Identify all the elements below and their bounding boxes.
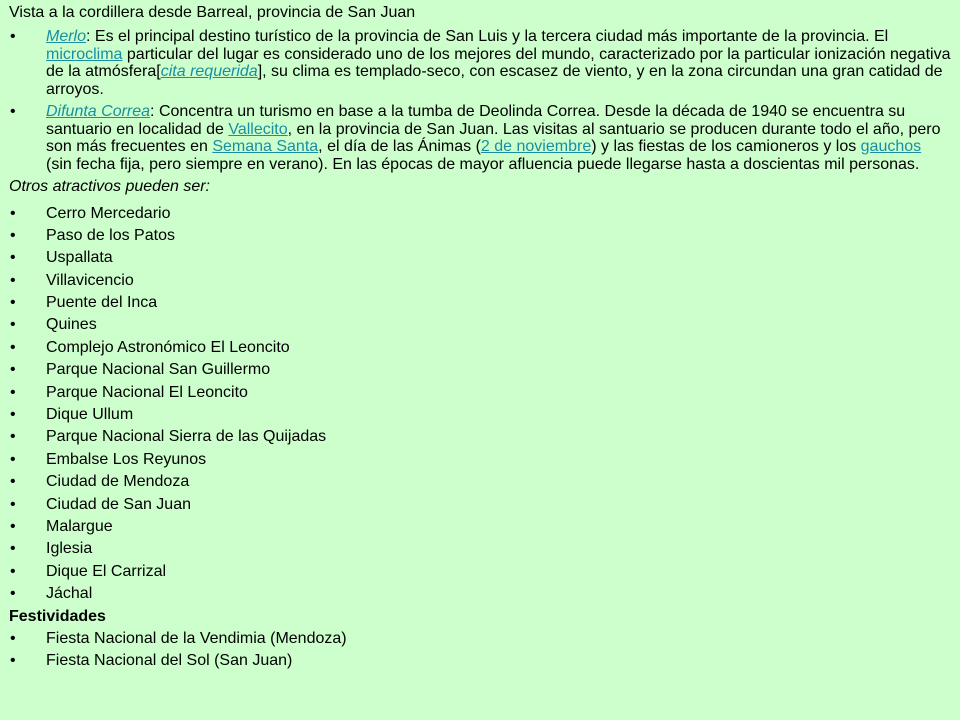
list-item-label: Uspallata xyxy=(46,249,113,267)
link-2-de-noviembre[interactable]: 2 de noviembre xyxy=(480,138,592,155)
list-item-label: Quines xyxy=(46,316,97,334)
bullet-icon: • xyxy=(10,316,16,334)
list-item xyxy=(9,652,951,674)
bullet-icon: • xyxy=(10,361,16,379)
list-item-label: Puente del Inca xyxy=(46,294,158,312)
list-item-label: Ciudad de Mendoza xyxy=(46,473,190,491)
bullet-icon: • xyxy=(10,652,16,670)
difunta-text-1: : Concentra un turismo en base a la tumba de Deolinda Correa. Desde la década de 1940 se encuentra su santuario en localidad de xyxy=(46,103,906,138)
difunta-text-5: (sin fecha fija, pero siempre en verano). En las épocas de mayor afluencia puede llegarse hasta a doscientas mil personas. xyxy=(46,155,920,173)
list-item-label: Iglesia xyxy=(46,540,93,558)
link-cita-requerida[interactable]: cita requerida xyxy=(160,63,258,80)
bullet-icon: • xyxy=(10,204,16,222)
bullet-icon: • xyxy=(10,294,16,312)
merlo-text-2: particular del lugar es considerado uno de los mejores del mundo, caracterizado por la particular ionización negativa de la atmósfera[ xyxy=(46,45,951,80)
bullet-icon: • xyxy=(10,540,16,558)
list-item-label: Dique Ullum xyxy=(46,406,134,424)
bullet-icon: • xyxy=(10,473,16,491)
link-vallecito[interactable]: Vallecito xyxy=(228,120,288,138)
list-item xyxy=(9,205,951,227)
merlo-text-3: ], su clima es templado-seco, con escasez de viento, y en la zona circundan una gran catidad de arroyos. xyxy=(46,63,943,98)
list-item xyxy=(9,585,951,607)
otros-atractivos-label: Otros atractivos pueden ser: xyxy=(9,178,210,195)
list-item-label: Embalse Los Reyunos xyxy=(46,450,207,468)
bullet-icon: • xyxy=(10,406,16,424)
link-microclima[interactable]: microclima xyxy=(46,45,123,63)
bullet-difunta-correa xyxy=(9,103,951,173)
bullet-icon: • xyxy=(10,249,16,267)
bullet-icon: • xyxy=(10,28,16,45)
list-item-label: Complejo Astronómico El Leoncito xyxy=(46,338,290,356)
list-item-label: Parque Nacional Sierra de las Quijadas xyxy=(46,428,327,446)
list-item xyxy=(9,384,951,406)
list-item xyxy=(9,316,951,338)
list-item-label: Cerro Mercedario xyxy=(46,204,171,222)
list-item xyxy=(9,406,951,428)
list-item-label: Parque Nacional San Guillermo xyxy=(46,361,271,379)
list-item xyxy=(9,496,951,518)
difunta-text-2: , en la provincia de San Juan. Las visitas al santuario se producen durante todo el año, pero son más frecuentes en xyxy=(46,120,941,155)
main-content xyxy=(9,28,951,675)
bullet-icon: • xyxy=(10,271,16,289)
list-item xyxy=(9,518,951,540)
bullet-icon: • xyxy=(10,428,16,446)
list-item xyxy=(9,361,951,383)
bullet-icon: • xyxy=(10,495,16,513)
list-item xyxy=(9,272,951,294)
otros-atractivos-list xyxy=(9,205,951,608)
list-item-label: Ciudad de San Juan xyxy=(46,495,191,513)
difunta-text-4: ) y las fiestas de los camioneros y los xyxy=(591,138,861,155)
bullet-icon: • xyxy=(10,226,16,244)
list-item xyxy=(9,473,951,495)
list-item-label: Fiesta Nacional de la Vendimia (Mendoza) xyxy=(46,629,347,647)
list-item-label: Malargue xyxy=(46,517,113,535)
list-item xyxy=(9,339,951,361)
merlo-text-1: : Es el principal destino turístico de la provincia de San Luis y la tercera ciudad más importante de la provincia. El xyxy=(86,28,889,45)
bullet-icon: • xyxy=(10,383,16,401)
link-semana-santa[interactable]: Semana Santa xyxy=(212,138,319,155)
list-item-label: Fiesta Nacional del Sol (San Juan) xyxy=(46,652,293,670)
list-item xyxy=(9,227,951,249)
list-item-label: Paso de los Patos xyxy=(46,226,175,244)
list-item-label: Villavicencio xyxy=(46,271,134,289)
list-item-label: Jáchal xyxy=(46,585,93,603)
bullet-icon: • xyxy=(10,629,16,647)
bullet-icon: • xyxy=(10,562,16,580)
list-item xyxy=(9,428,951,450)
link-difunta-correa[interactable]: Difunta Correa xyxy=(46,103,151,120)
list-item xyxy=(9,294,951,316)
bullet-icon: • xyxy=(10,585,16,603)
festividades-list xyxy=(9,630,951,675)
bullet-icon: • xyxy=(10,338,16,356)
difunta-text-3: , el día de las Ánimas ( xyxy=(318,138,481,155)
bullet-merlo xyxy=(9,28,951,98)
list-item xyxy=(9,630,951,652)
link-gauchos[interactable]: gauchos xyxy=(860,138,922,155)
image-caption: Vista a la cordillera desde Barreal, provincia de San Juan xyxy=(9,4,416,21)
festividades-heading: Festividades xyxy=(9,607,106,625)
list-item xyxy=(9,540,951,562)
bullet-icon: • xyxy=(10,103,16,120)
list-item xyxy=(9,563,951,585)
list-item xyxy=(9,451,951,473)
list-item xyxy=(9,249,951,271)
link-merlo[interactable]: Merlo xyxy=(46,28,87,45)
list-item-label: Parque Nacional El Leoncito xyxy=(46,383,248,401)
bullet-icon: • xyxy=(10,517,16,535)
list-item-label: Dique El Carrizal xyxy=(46,562,167,580)
bullet-icon: • xyxy=(10,450,16,468)
